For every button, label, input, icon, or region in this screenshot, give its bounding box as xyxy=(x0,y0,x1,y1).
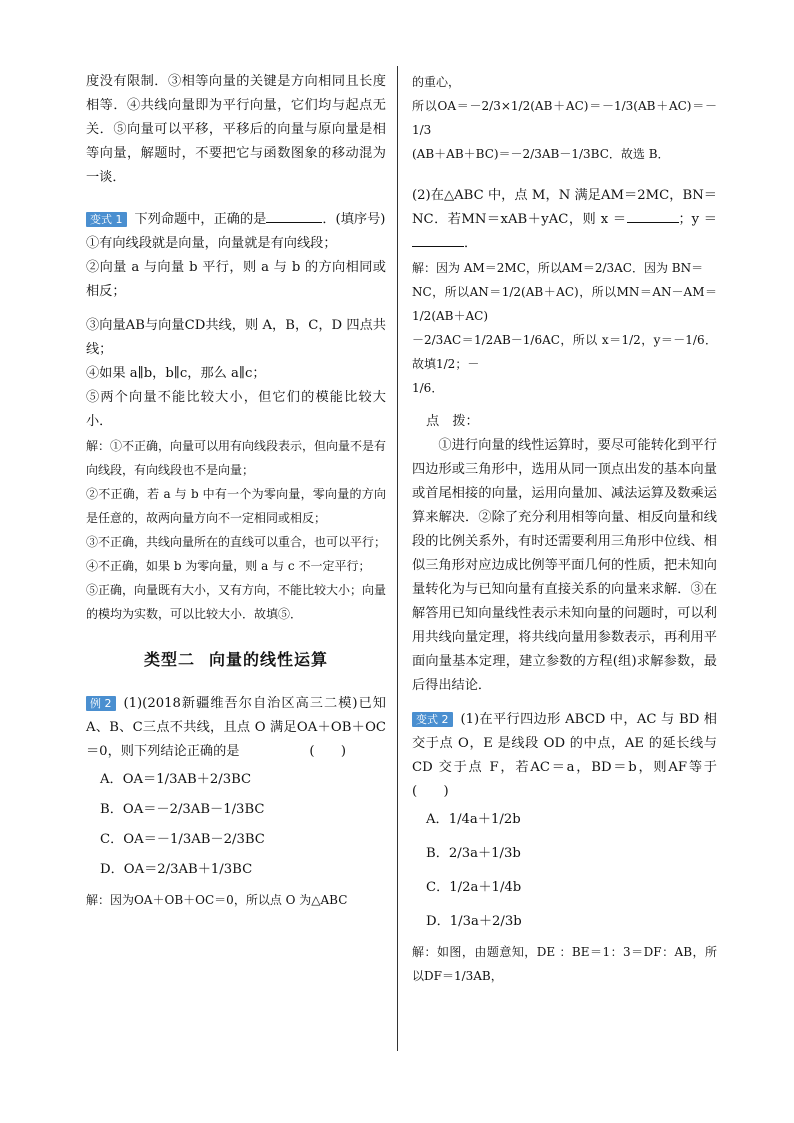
variant2-question xyxy=(412,708,717,804)
option-d[interactable]: D．OA＝2/3AB＋1/3BC xyxy=(100,862,253,877)
option-c[interactable]: C．1/2a＋1/4b xyxy=(426,880,522,895)
variant1-solution-line: ④不正确，如果 b 为零向量，则 a 与 c 不一定平行； xyxy=(86,559,371,573)
example2-solution-line: 的重心， xyxy=(412,75,461,89)
y-answer-blank[interactable] xyxy=(412,234,464,247)
column-divider xyxy=(397,66,398,1051)
answer-blank[interactable] xyxy=(266,210,322,223)
part2-y-label: ；y ＝ xyxy=(678,212,717,227)
part2-solution-line: 1/6． xyxy=(412,381,444,395)
variant1-question-text: 下列命题中，正确的是 xyxy=(134,212,267,227)
example2-badge: 例 2 xyxy=(86,696,116,711)
part2-solution-line: －2/3AC＝1/2AB－1/6AC，所以 x＝1/2，y＝－1/6．故填1/2；－ xyxy=(412,333,717,371)
example2-solution-line: 所以OA＝－2/3×1/2(AB＋AC)＝－1/3(AB＋AC)＝－1/3 xyxy=(412,99,717,137)
variant2-badge: 变式 2 xyxy=(412,712,453,727)
variant1-item: ⑤两个向量不能比较大小，但它们的模能比较大小． xyxy=(86,390,386,429)
variant1-solution-line: 解：①不正确，向量可以用有向线段表示，但向量不是有向线段，有向线段也不是向量； xyxy=(86,439,387,477)
variant2-options xyxy=(412,804,717,940)
variant1-question-tail: ．(填序号) xyxy=(322,212,386,227)
variant1-solution-line: ③不正确，共线向量所在的直线可以重合，也可以平行； xyxy=(86,535,387,549)
section-heading xyxy=(86,648,386,672)
example2-question-text: (1)(2018新疆维吾尔自治区高三二模)已知A、B、C三点不共线，且点 O 满足OA＋OB＋OC＝0，则下列结论正确的是 xyxy=(86,696,386,759)
variant2-question-text: (1)在平行四边形 ABCD 中，AC 与 BD 相交于点 O，E 是线段 OD 的中点，AE 的延长线与 CD 交于点 F，若AC＝a，BD＝b，则AF等于( ) xyxy=(412,712,717,799)
x-answer-blank[interactable] xyxy=(627,210,679,223)
tip-label: 点 拨： xyxy=(426,414,479,429)
example2-solution-start: 解：因为OA＋OB＋OC＝0，所以点 O 为△ABC xyxy=(86,893,348,907)
tip-text: ①进行向量的线性运算时，要尽可能转化到平行四边形或三角形中，选用从同一顶点出发的基本向量或首尾相接的向量，运用向量加、减法运算及数乘运算来解决．②除了充分利用相等向量、相反向量和线段的比例关系外，有时还需要利用三角形中位线、相似三角形对应边成比例等平面几何的性质，把未知向量转化为与已知向量有直接关系的向量来求解．③在解答用已知向量线性表示未知向量的问题时，可以利用共线向量定理，将共线向量用参数表示，再利用平面向量基本定理，建立参数的方程(组)求解参数，最后得出结论． xyxy=(412,438,717,693)
variant1-badge: 变式 1 xyxy=(86,212,127,227)
variant1-solution-line: ⑤正确，向量既有大小，又有方向，不能比较大小；向量的模均为实数，可以比较大小．故填⑤． xyxy=(86,583,387,621)
variant1-item: ④如果 a∥b，b∥c，那么 a∥c； xyxy=(86,366,266,381)
variant2-solution: 解：如图，由题意知，DE ：BE＝1：3＝DF：AB，所以DF＝1/3AB， xyxy=(412,945,717,983)
intro-paragraph: 度没有限制．③相等向量的关键是方向相同且长度相等．④共线向量即为平行向量，它们均与起点无关．⑤向量可以平移，平移后的向量与原向量是相等向量，解题时，不要把它与函数图象的移动混为一谈． xyxy=(86,74,386,185)
section-type: 类型二 xyxy=(143,650,195,669)
right-column xyxy=(412,70,717,988)
part2-solution-line: NC，所以AN＝1/2(AB＋AC)，所以MN＝AN－AM＝1/2(AB＋AC) xyxy=(412,285,717,323)
example2-part2-question xyxy=(412,184,717,256)
section-title: 向量的线性运算 xyxy=(209,650,329,669)
variant1-item: ①有向线段就是向量，向量就是有向线段； xyxy=(86,236,337,251)
variant1-block xyxy=(86,208,386,626)
option-c[interactable]: C．OA＝－1/3AB－2/3BC xyxy=(100,832,265,847)
option-b[interactable]: B．OA＝－2/3AB－1/3BC xyxy=(100,802,265,817)
part2-question-text: (2)在△ABC 中，点 M，N 满足AM＝2MC，BN＝NC．若MN＝xAB＋yAC，则 x ＝ xyxy=(412,188,717,227)
option-a[interactable]: A．1/4a＋1/2b xyxy=(426,812,521,827)
left-column xyxy=(86,70,386,912)
variant1-item: ②向量 a 与向量 b 平行，则 a 与 b 的方向相同或相反； xyxy=(86,260,386,299)
option-a[interactable]: A．OA＝1/3AB＋2/3BC xyxy=(100,772,252,787)
part2-solution-line: 解：因为 AM＝2MC，所以AM＝2/3AC．因为 BN＝ xyxy=(412,261,704,275)
variant2-block xyxy=(412,708,717,988)
option-b[interactable]: B．2/3a＋1/3b xyxy=(426,846,521,861)
example2-block xyxy=(86,692,386,912)
example2-question xyxy=(86,692,386,764)
variant1-solution-line: ②不正确，若 a 与 b 中有一个为零向量，零向量的方向是任意的，故两向量方向不一定相同或相反； xyxy=(86,487,386,525)
part2-end: ． xyxy=(464,236,478,251)
variant1-question xyxy=(86,208,386,232)
option-d[interactable]: D．1/3a＋2/3b xyxy=(426,914,522,929)
variant1-item: ③向量AB与向量CD共线，则 A，B，C，D 四点共线； xyxy=(86,318,386,357)
example2-solution-line: (AB＋AB＋BC)＝－2/3AB－1/3BC．故选 B． xyxy=(412,147,670,161)
answer-paren[interactable]: ( ) xyxy=(309,744,346,759)
